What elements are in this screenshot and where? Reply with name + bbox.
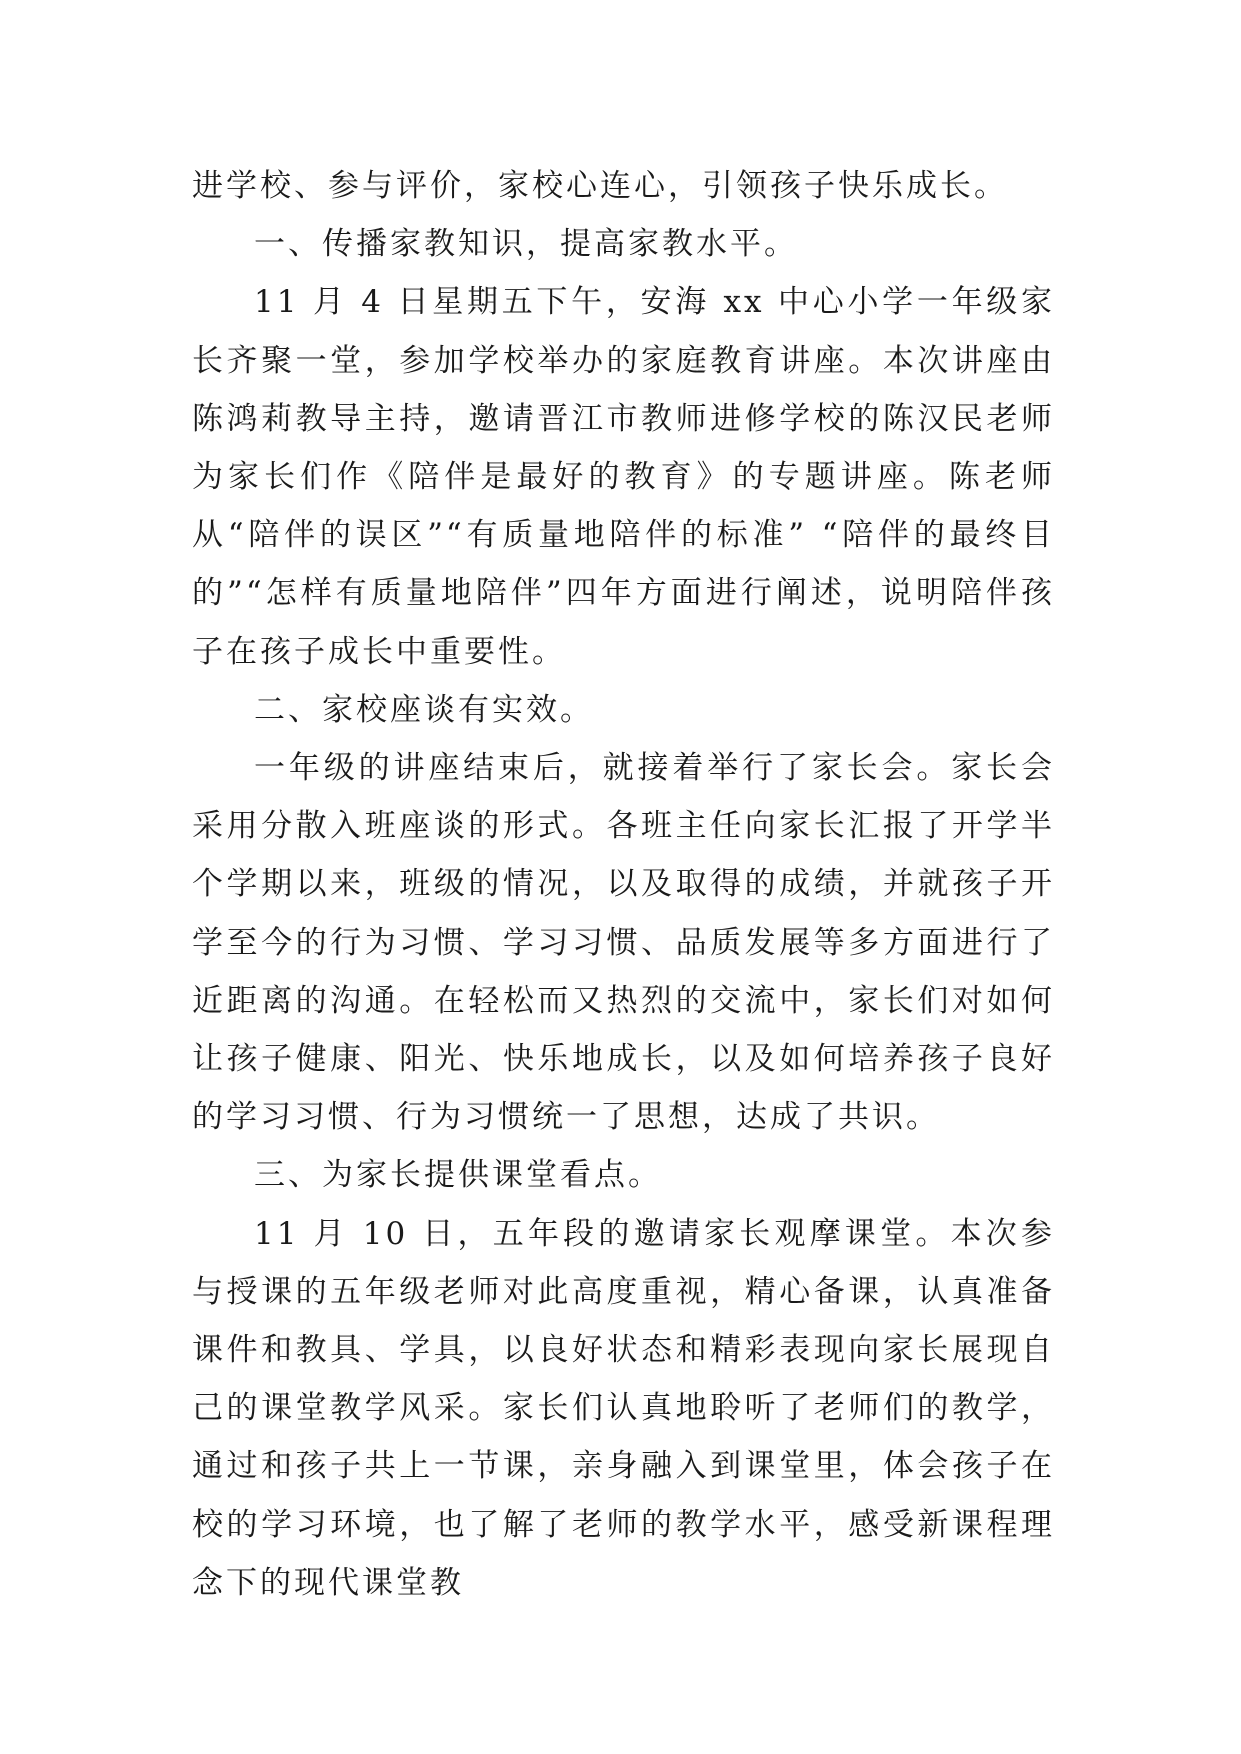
paragraph: 11 月 10 日，五年段的邀请家长观摩课堂。本次参与授课的五年级老师对此高度重视，精心备课，认真准备课件和教具、学具，以良好状态和精彩表现向家长展现自己的课堂教学风采。家长们认真地聆听了老师们的教学，通过和孩子共上一节课，亲身融入到课堂里，体会孩子在校的学习环境，也了解了老师的教学水平，感受新课程理念下的现代课堂教 — [192, 1215, 1055, 1601]
body-text — [192, 157, 1055, 1612]
paragraph: 一年级的讲座结束后，就接着举行了家长会。家长会采用分散入班座谈的形式。各班主任向家长汇报了开学半个学期以来，班级的情况，以及取得的成绩，并就孩子开学至今的行为习惯、学习习惯、品质发展等多方面进行了近距离的沟通。在轻松而又热烈的交流中，家长们对如何让孩子健康、阳光、快乐地成长，以及如何培养孩子良好的学习习惯、行为习惯统一了思想，达成了共识。 — [192, 750, 1055, 1136]
section-heading: 一、传播家教知识，提高家教水平。 — [254, 226, 798, 263]
paragraph: 进学校、参与评价，家校心连心，引领孩子快乐成长。 — [192, 168, 1008, 204]
paragraph: 11 月 4 日星期五下午，安海 xx 中心小学一年级家长齐聚一堂，参加学校举办的家庭教育讲座。本次讲座由陈鸿莉教导主持，邀请晋江市教师进修学校的陈汉民老师为家长们作《陪伴是最好的教育》的专题讲座。陈老师从“陪伴的误区”“有质量地陪伴的标准” “陪伴的最终目的”“怎样有质量地陪伴”四年方面进行阐述，说明陪伴孩子在孩子成长中重要性。 — [192, 284, 1055, 670]
section-heading: 二、家校座谈有实效。 — [254, 691, 594, 728]
section-heading: 三、为家长提供课堂看点。 — [254, 1157, 662, 1194]
